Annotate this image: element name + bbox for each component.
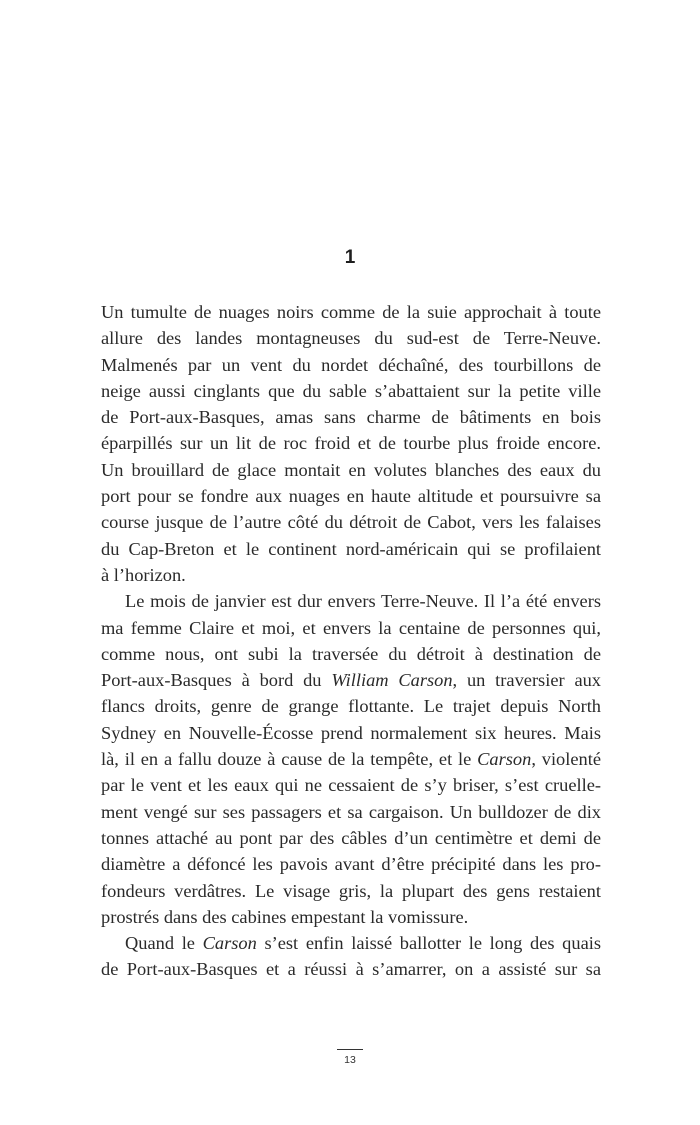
paragraph bbox=[101, 588, 601, 930]
text-line: de Port-aux-Basques, amas sans charme de bâtiments en bois bbox=[101, 407, 601, 428]
text-line: là, il en a fallu douze à cause de la tempête, et le Carson, violenté bbox=[101, 749, 601, 770]
text-line: flancs droits, genre de grange flottante. Le trajet depuis North bbox=[101, 696, 601, 717]
ship-name-italic: Carson bbox=[202, 933, 257, 954]
text-line: course jusque de l’autre côté du détroit de Cabot, vers les falaises bbox=[101, 512, 601, 533]
text-line: de Port-aux-Basques et a réussi à s’amarrer, on a assisté sur sa bbox=[101, 959, 601, 980]
ship-name-italic: Carson bbox=[477, 749, 532, 770]
text-line: fondeurs verdâtres. Le visage gris, la plupart des gens restaient bbox=[101, 880, 601, 901]
text-line: Un tumulte de nuages noirs comme de la suie approchait à toute bbox=[101, 302, 601, 322]
text-line: port pour se fondre aux nuages en haute altitude et poursuivre sa bbox=[101, 486, 601, 507]
text-line: ma femme Claire et moi, et envers la centaine de personnes qui, bbox=[101, 617, 601, 638]
text-line: neige aussi cinglants que du sable s’abattaient sur la petite ville bbox=[101, 380, 601, 401]
text-line: Quand le Carson s’est enfin laissé ballotter le long des quais bbox=[125, 933, 602, 954]
page-number: 13 bbox=[344, 1054, 356, 1066]
text-line: Port-aux-Basques à bord du William Carson, un traversier aux bbox=[101, 670, 601, 691]
paragraph bbox=[101, 930, 601, 983]
text-line: ment vengé sur ses passagers et sa cargaison. Un bulldozer de dix bbox=[101, 801, 601, 822]
text-line: comme nous, ont subi la traversée du détroit à destination de bbox=[101, 643, 601, 664]
chapter-number: 1 bbox=[344, 247, 356, 268]
paragraph bbox=[101, 299, 601, 588]
text-line: Malmenés par un vent du nordet déchaîné, des tourbillons de bbox=[101, 354, 601, 375]
text-line: par le vent et les eaux qui ne cessaient de s’y briser, s’est cruelle- bbox=[101, 775, 601, 796]
text-line: Un brouillard de glace montait en volutes blanches des eaux du bbox=[101, 459, 601, 480]
footer-rule bbox=[337, 1049, 363, 1050]
text-line: diamètre a défoncé les pavois avant d’être précipité dans les pro- bbox=[101, 854, 601, 875]
text-line: éparpillés sur un lit de roc froid et de tourbe plus froide encore. bbox=[101, 433, 601, 454]
ship-name-italic: William Carson bbox=[331, 670, 453, 691]
page-footer bbox=[0, 1049, 700, 1067]
text-line: Sydney en Nouvelle-Écosse prend normalement six heures. Mais bbox=[101, 722, 601, 743]
text-line: allure des landes montagneuses du sud-est de Terre-Neuve. bbox=[101, 328, 601, 349]
text-line: prostrés dans des cabines empestant la vomissure. bbox=[101, 906, 469, 927]
chapter-body bbox=[101, 299, 601, 983]
text-line: tonnes attaché au pont par des câbles d’un centimètre et demi de bbox=[101, 827, 601, 848]
text-line: du Cap-Breton et le continent nord-américain qui se profilaient bbox=[101, 538, 601, 559]
text-line: à l’horizon. bbox=[101, 564, 186, 585]
text-line: Le mois de janvier est dur envers Terre-Neuve. Il l’a été envers bbox=[125, 591, 601, 612]
